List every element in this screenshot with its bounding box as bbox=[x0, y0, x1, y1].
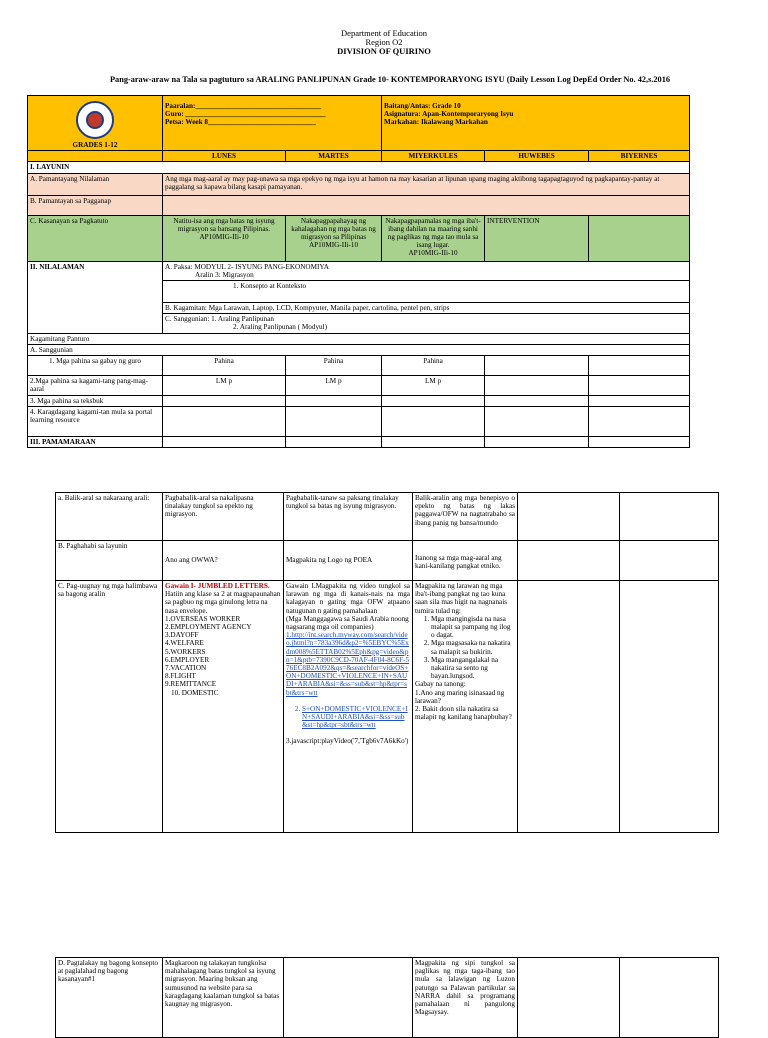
kasanayan-huwebes: INTERVENTION bbox=[485, 215, 589, 261]
day-lunes: LUNES bbox=[163, 151, 286, 162]
jumbled-item: 7.VACATION bbox=[165, 664, 207, 673]
video-activity-text: Gawain I.Magpakita ng video tungkol sa larawan ng mga di kanais-nais na mga kalagayan n gating mga OFW atpaano natugunan n gating pamahalaan bbox=[286, 582, 410, 615]
days-header-blank bbox=[28, 151, 163, 162]
pagtalakay-label: D. Pagtalakay ng bagong konsepto at paglalahad ng bagong kasanayan#1 bbox=[56, 958, 163, 1038]
balik-aral-martes: Pagbabalik-tanaw sa paksang tinalakay tungkol sa batas ng isyung migrasyon. bbox=[284, 493, 413, 541]
paghahabi-lunes: Ano ang OWWA? bbox=[163, 541, 284, 581]
pag-uugnay-label: C. Pag-uugnay ng mga halimbawa sa bagong aralin bbox=[56, 581, 163, 833]
gabay-guro-lunes: Pahina bbox=[163, 356, 286, 376]
larawan-text: Magpakita ng larawan ng mga iba't-ibang pangkat ng tao kuna saan sila mas higit na nagnanais tumira tulad ng: bbox=[415, 582, 508, 615]
jumbled-item: 2.EMPLOYMENT AGENCY bbox=[165, 623, 252, 632]
pagtalakay-huwebes bbox=[518, 958, 620, 1038]
sanggunian-heading: A. Sanggunian bbox=[28, 344, 690, 355]
balik-aral-miyerkules: Balik-aralin ang mga benepisyo o epekto ng batas ng lakas paggawa/OFW na nagtatrabaho sa ibang panig ng bansa/mundo bbox=[413, 493, 518, 541]
region-name: Region O2 bbox=[365, 37, 403, 47]
asignatura-field: Asignatura: Apan-Kontemporaryong Isyu bbox=[384, 110, 514, 119]
pamamaraan-lunes bbox=[163, 437, 286, 448]
sanggunian-text: C. Sanggunian: 1. Araling Panlipunan bbox=[165, 315, 275, 324]
pagtalakay-lunes: Magkaroon ng talakayan tungkolsa mahahalagang batas tungkol sa isyung migrasyon. Maaring buksan ang sumusunod na website para sa karagdagang kaalaman tungkol sa batas kaugnay ng migrasyon. bbox=[163, 958, 284, 1038]
grades-label: GRADES 1-12 bbox=[72, 141, 118, 149]
pangkat-item: 1. Mga mangingisda na nasa malapit sa pampang ng ilog o dagat. bbox=[431, 615, 515, 640]
day-miyerkules: MIYERKULES bbox=[382, 151, 485, 162]
portal-biyernes bbox=[589, 407, 690, 437]
teksbuk-lunes bbox=[163, 396, 286, 407]
division-name: DIVISION OF QUIRINO bbox=[337, 46, 431, 56]
video-link-1[interactable]: 1.http://int.search.myway.com/search/video.jhtml?n=783a396d&p2=%5EBYC%5Exdm008%5ETTAB02%5Eph&pg=video&pn=1&ptb=7390C9CD-70AF-4F04-8C6F-576EC8B2A092&qs=&searchfor=videOS+ON+DOMESTIC+VIOLENCE+IN+SAUDI+ARABIA&si=&ss=sub&st=hp&tpr=sbt&trs=wtt bbox=[286, 631, 410, 697]
nilalaman-kagamitan: B. Kagamitan: Mga Larawan, Laptop, LCD, Kompyuter, Manila paper, cartolina, pentel pen, strips bbox=[163, 303, 690, 314]
day-huwebes: HUWEBES bbox=[485, 151, 589, 162]
portal-lunes bbox=[163, 407, 286, 437]
jumbled-item: 8.FLIGHT bbox=[165, 672, 196, 681]
jumbled-item: 10. DOMESTIC bbox=[171, 688, 219, 697]
pagtalakay-martes bbox=[284, 958, 413, 1038]
layunin-heading: I. LAYUNIN bbox=[28, 162, 690, 173]
paghahabi-label: B. Paghahabi sa layunin bbox=[56, 541, 163, 581]
gabay-guro-huwebes bbox=[485, 356, 589, 376]
video-activity-sub: (Mga Manggagawa sa Saudi Arabia noong nagsarang mga oil companies) bbox=[286, 614, 409, 632]
aralin-text: Aralin 3: Migrasyon bbox=[195, 270, 254, 279]
baitang-field: Baitang/Antas: Grade 10 bbox=[384, 102, 461, 110]
portal-label: 4. Karagdagang kagami-tan mula sa portal learning resource bbox=[28, 407, 163, 437]
document-title: Pang-araw-araw na Tala sa pagtuturo sa ARALING PANLIPUNAN Grade 10- KONTEMPORARYONG ISYU (Daily Lesson Log DepEd Order No. 42,s.2016 bbox=[109, 75, 670, 84]
pamamaraan-huwebes bbox=[485, 437, 589, 448]
paaralan-field: Paaralan:___________________________________ bbox=[165, 102, 322, 110]
pamamaraan-table bbox=[55, 492, 719, 833]
paksa-text: A. Paksa: MODYUL 2- ISYUNG PANG-EKONOMIYA bbox=[165, 262, 329, 271]
pag-uugnay-lunes bbox=[163, 581, 284, 833]
pangkat-item: 3. Mga mangangalakal na nakatira sa sento ng bayan.lungsod. bbox=[431, 656, 515, 681]
deped-seal-icon bbox=[76, 101, 114, 139]
kasanayan-miyerkules-text: Nakapagpapamalas ng mga iba't-ibang dahilan na maaring sanhi ng paglikas ng mga tao mula sa isang lugar. bbox=[385, 216, 481, 250]
kasanayan-miyerkules-code: AP10MIG-IIi-10 bbox=[408, 249, 458, 258]
guro-field: Guro: _______________________________________ bbox=[165, 110, 326, 119]
pamantayan-pagganap-text bbox=[163, 195, 690, 215]
nilalaman-sanggunian bbox=[163, 314, 690, 333]
kasanayan-martes-code: AP10MIG-IIi-10 bbox=[308, 241, 359, 250]
video-link-3[interactable]: 3.javascript:playVideo('7,'Tgb6v7A6kKo') bbox=[286, 737, 409, 746]
gabay-guro-miyerkules: Pahina bbox=[382, 356, 485, 376]
paghahabi-miyerkules: Itanong sa mga mag-aaral ang kani-kanilang pangkat etniko. bbox=[413, 541, 518, 581]
kasanayan-lunes bbox=[163, 215, 286, 261]
jumbled-item: 6.EMPLOYER bbox=[165, 655, 210, 664]
jumbled-item: 1.OVERSEAS WORKER bbox=[165, 614, 241, 623]
kagamitang-heading: Kagamitang Panturo bbox=[28, 333, 690, 344]
paghahabi-martes: Magpakita ng Logo ng POEA bbox=[284, 541, 413, 581]
school-info-cell bbox=[163, 96, 382, 151]
teksbuk-biyernes bbox=[589, 396, 690, 407]
gabay-guro-label: 1. Mga pahina sa gabay ng guro bbox=[28, 356, 163, 376]
gabay-tanong-label: Gabay na tanong: bbox=[415, 680, 466, 689]
balik-aral-lunes: Pagbabalik-aral sa nakalipasna tinalakay tungkol sa epekto ng migrasyon. bbox=[163, 493, 284, 541]
balik-aral-huwebes bbox=[518, 493, 620, 541]
lm-huwebes bbox=[485, 376, 589, 396]
pagtalakay-miyerkules: Magpakita ng sipi tungkol sa paglikas ng mga taga-ibang tao mula sa lalawigan ng Luzon patungo sa Palawan partikular sa NARRA dahil sa programang pamahalaan ni pangulong Magsaysay. bbox=[413, 958, 518, 1038]
pamantayang-nilalaman-text: Ang mga mag-aaral ay may pag-unawa sa mga epekyo ng mga isyu at hamon na may kasarian at lipunan upang maging aktibong tagapagtaguyod ng pagkapantay-pantay at paggalang sa kapawa bilang kasapi pamayanan. bbox=[163, 173, 690, 195]
balik-aral-biyernes bbox=[620, 493, 719, 541]
kasanayan-miyerkules bbox=[382, 215, 485, 261]
lm-biyernes bbox=[589, 376, 690, 396]
kasanayan-lunes-text: Natitu-isa ang mga batas ng isyung migrasyon sa bansang Pilipinas. bbox=[173, 216, 275, 233]
nilalaman-konsepto: 1. Konsepto at Konteksto bbox=[163, 281, 690, 303]
petsa-field: Petsa: Week 8______________________________ bbox=[165, 118, 316, 127]
portal-miyerkules bbox=[382, 407, 485, 437]
jumbled-item: 5.WORKERS bbox=[165, 647, 206, 656]
lm-miyerkules: LM p bbox=[382, 376, 485, 396]
nilalaman-paksa bbox=[163, 261, 690, 280]
pag-uugnay-miyerkules bbox=[413, 581, 518, 833]
kasanayan-biyernes bbox=[589, 215, 690, 261]
pamamaraan-martes bbox=[286, 437, 382, 448]
teksbuk-huwebes bbox=[485, 396, 589, 407]
jumbled-letters-title: Gawain I- JUMBLED LETTERS. bbox=[165, 582, 270, 590]
jumbled-item: 9.REMITTANCE bbox=[165, 680, 217, 689]
lesson-log-table bbox=[27, 95, 690, 448]
kasanayan-martes-text: Nakapagpapahayag ng kahalagahan ng mga batas ng migrasyon sa Pilipinas bbox=[291, 216, 376, 242]
kasanayan-martes bbox=[286, 215, 382, 261]
markahan-field: Markahan: Ikalawang Markahan bbox=[384, 118, 488, 127]
paghahabi-huwebes bbox=[518, 541, 620, 581]
teksbuk-label: 3. Mga pahina sa teksbuk bbox=[28, 396, 163, 407]
pamamaraan-heading: III. PAMAMARAAN bbox=[28, 437, 163, 448]
kasanayan-lunes-code: AP10MIG-IIi-10 bbox=[199, 233, 249, 242]
gabay-tanong-1: 1.Ano ang maring isinasaad ng larawan? bbox=[415, 688, 505, 705]
jumbled-item: 3.DAYOFF bbox=[165, 631, 199, 640]
jumbled-letters-text: Hatiin ang klase sa 2 at magpapaunahan sa pagbuo ng mga ginulong letra na nasa envelope. bbox=[165, 590, 281, 615]
paghahabi-biyernes bbox=[620, 541, 719, 581]
pag-uugnay-martes bbox=[284, 581, 413, 833]
pagtalakay-table bbox=[55, 957, 719, 1038]
portal-huwebes bbox=[485, 407, 589, 437]
nilalaman-heading: II. NILALAMAN bbox=[28, 261, 163, 333]
pagtalakay-biyernes bbox=[620, 958, 719, 1038]
portal-martes bbox=[286, 407, 382, 437]
lm-lunes: LM p bbox=[163, 376, 286, 396]
lm-martes: LM p bbox=[286, 376, 382, 396]
department-name: Department of Education bbox=[341, 28, 427, 38]
jumbled-item: 4.WELFARE bbox=[165, 639, 204, 648]
gabay-guro-biyernes bbox=[589, 356, 690, 376]
pamamaraan-miyerkules bbox=[382, 437, 485, 448]
video-link-2[interactable]: 2. S+ON+DOMESTIC+VIOLENCE+IN+SAUDI+ARABIA&si=&ss=sub&st=hp&tpr=sbt&trs=wtt bbox=[302, 705, 410, 730]
gabay-guro-martes: Pahina bbox=[286, 356, 382, 376]
teksbuk-miyerkules bbox=[382, 396, 485, 407]
pangkat-item: 2. Mga magsasaka na nakatira sa malapit sa bukirin. bbox=[431, 639, 515, 655]
gabay-tanong-2: 2. Bakit doon sila nakatira sa malapit ng kanilang hanapbuhay? bbox=[415, 705, 512, 722]
teksbuk-martes bbox=[286, 396, 382, 407]
day-biyernes: BIYERNES bbox=[589, 151, 690, 162]
grade-info-cell bbox=[382, 96, 690, 151]
video-link-list bbox=[286, 705, 410, 730]
day-martes: MARTES bbox=[286, 151, 382, 162]
pamantayang-nilalaman-label: A. Pamantayang Nilalaman bbox=[28, 173, 163, 195]
kasanayan-label: C. Kasanayan sa Pagkatuto bbox=[28, 215, 163, 261]
pamamaraan-biyernes bbox=[589, 437, 690, 448]
balik-aral-label: a. Balik-aral sa nakaraang arali: bbox=[56, 493, 163, 541]
deped-logo-cell bbox=[28, 96, 163, 151]
pamantayan-pagganap-label: B. Pamantayan sa Pagganap bbox=[28, 195, 163, 215]
pag-uugnay-biyernes bbox=[620, 581, 719, 833]
pag-uugnay-huwebes bbox=[518, 581, 620, 833]
pangkat-list bbox=[415, 615, 515, 681]
kagamitang-mag-aaral-label: 2.Mga pahina sa kagami-tang pang-mag-aaral bbox=[28, 376, 163, 396]
sanggunian2-text: 2. Araling Panlipunan ( Modyul) bbox=[233, 323, 328, 332]
